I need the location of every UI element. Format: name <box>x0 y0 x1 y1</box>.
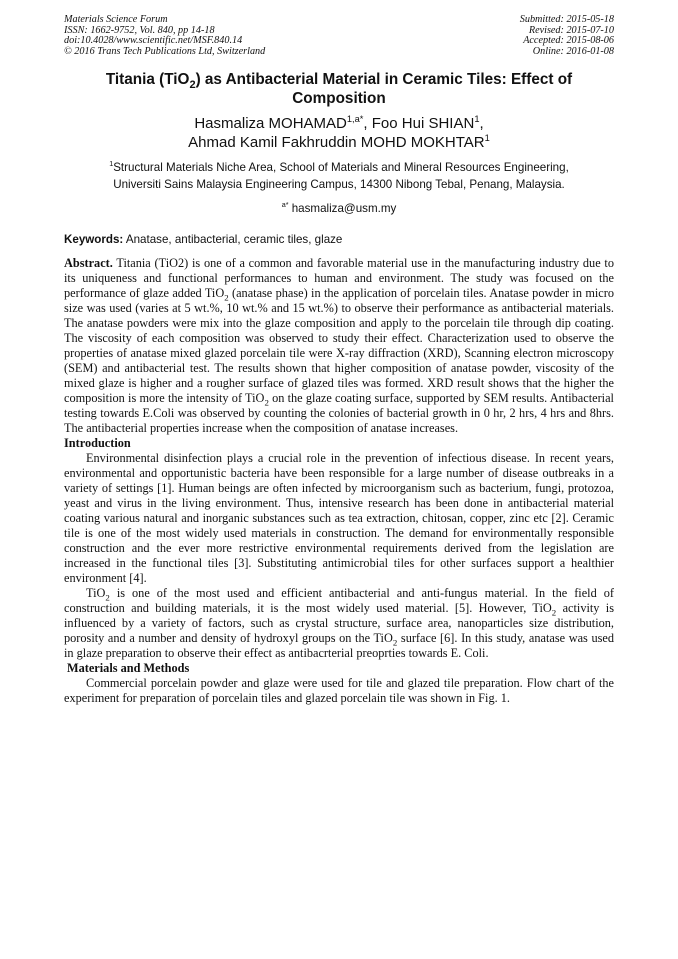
affiliation-mark: 1 <box>109 159 114 169</box>
abstract-text-3: on the glaze coating surface, supported by SEM results. Antibacterial testing towards E.Coli was observed by counting the colonies of bacterial growth in 0 hr, 2 hrs, 4 hrs and 8hrs. The antibacterial properties increase when the composition of anatase increases. <box>64 391 614 436</box>
title-subscript: 2 <box>189 79 196 92</box>
keywords-label: Keywords: <box>64 233 124 247</box>
journal-issn: ISSN: 1662-9752, Vol. 840, pp 14-18 <box>64 24 215 36</box>
journal-doi[interactable]: doi:10.4028/www.scientific.net/MSF.840.14 <box>64 35 243 47</box>
intro-text-3: activity is influenced by a variety of factors, such as crystal structure, surface area, nanoparticles size distribution, porosity and a number and density of hydroxyl groups on the TiO <box>64 601 614 646</box>
author-3-affil: 1 <box>484 133 490 144</box>
intro-text-4: surface [6]. In this study, anatase was used in glaze preparation to observe their effect as antibacrterial preoprties towards E. Coli. <box>64 631 614 661</box>
email-address[interactable]: hasmaliza@usm.my <box>288 202 397 216</box>
title-part-1: Titania (TiO <box>105 71 190 89</box>
title-part-2: ) as Antibacterial Material in Ceramic Tiles: Effect of Composition <box>195 71 573 108</box>
intro-paragraph-2 <box>64 586 614 661</box>
date-submitted: Submitted: 2015-05-18 <box>519 14 614 25</box>
section-heading-methods: Materials and Methods <box>67 661 190 676</box>
abstract-label: Abstract. <box>64 256 113 271</box>
methods-paragraph-1: Commercial porcelain powder and glaze were used for tile and glazed tile preparation. Flow chart of the experiment for preparation of porcelain tiles and glazed porcelain tile was shown in Fig. 1. <box>64 676 614 706</box>
publication-dates <box>520 15 614 57</box>
intro-text-1: TiO <box>86 586 106 601</box>
subscript: 2 <box>392 637 398 648</box>
intro-paragraph-1: Environmental disinfection plays a crucial role in the prevention of infectious disease. In recent years, environmental and opportunistic bacteria have been responsible for a large number of disease outbreaks in a variety of settings [1]. Human beings are often infected by microorganism such as bacterium, fungi, protozoa, yeast and virus in the living environment. Thus, intensive research has been done in antibacterial material coating various natural and inorganic substances such as tea extraction, chitosan, copper, zinc etc [2]. Ceramic tile is one of the most widely used materials in construction. The demand for environmentally responsible construction and the ever more restrictive environmental requirements derived from the legislation are increased in the functional tiles [3]. Substituting antimicrobial tiles for other surfaces support a healthier environment [4]. <box>64 451 614 586</box>
author-list <box>64 114 614 152</box>
subscript: 2 <box>264 397 269 408</box>
paper-title <box>64 70 614 108</box>
subscript: 2 <box>105 592 110 603</box>
date-revised: Revised: 2015-07-10 <box>528 24 614 36</box>
email-mark: a* <box>281 200 289 210</box>
keywords <box>64 233 614 247</box>
journal-header <box>64 15 614 57</box>
keywords-text: Anatase, antibacterial, ceramic tiles, glaze <box>123 233 343 247</box>
author-1-affil: 1,a* <box>346 114 364 125</box>
journal-info <box>64 15 265 57</box>
journal-name: Materials Science Forum <box>64 14 168 25</box>
author-3: Ahmad Kamil Fakhruddin MOHD MOKHTAR <box>188 134 485 152</box>
author-2-affil: 1 <box>474 114 480 125</box>
affiliation-line-2: Universiti Sains Malaysia Engineering Campus, 14300 Nibong Tebal, Penang, Malaysia. <box>113 177 565 191</box>
author-line-1 <box>64 114 614 133</box>
date-accepted: Accepted: 2015-08-06 <box>523 35 614 47</box>
corresponding-email <box>64 202 614 216</box>
affiliation <box>64 160 614 193</box>
intro-text-2: is one of the most used and efficient antibacterial and anti-fungus material. In the field of construction and building materials, it is the most widely used material. [5]. However, TiO <box>64 586 614 616</box>
author-separator: , <box>479 115 484 133</box>
journal-copyright: © 2016 Trans Tech Publications Ltd, Switzerland <box>64 45 266 57</box>
affiliation-text-1: Structural Materials Niche Area, School of Materials and Mineral Resources Engineering, <box>113 161 569 175</box>
author-1: Hasmaliza MOHAMAD <box>194 115 347 133</box>
abstract-text-2: (anatase phase) in the application of porcelain tiles. Anatase powder in micro size was used (varies at 5 wt.%, 10 wt.% and 15 wt.%) to observe their performance as antibacterial materials. The anatase powders were mix into the glaze composition and apply to the porcelain tile through dip coating. The viscosity of each composition was observed to study their effect. Characterization used to observe the properties of anatase mixed glazed porcelain tile were X-ray diffraction (XRD), Scanning electron microscopy (SEM) and antibacterial test. The results shown that higher composition of anatase powder, viscosity of the mixed glaze is higher and a rougher surface of glazed tiles was formed. XRD result shows that the higher the composition is more the intensity of TiO <box>64 286 615 406</box>
author-line-2 <box>64 133 614 152</box>
subscript: 2 <box>224 292 229 303</box>
author-separator: , <box>363 115 372 133</box>
abstract <box>64 256 614 436</box>
abstract-text-1: Titania (TiO2) is one of a common and favorable material use in the manufacturing industry due to its uniqueness and functional performances to human and environment. The study was focused on the performance of glaze added TiO <box>64 256 614 301</box>
subscript: 2 <box>551 607 557 618</box>
affiliation-line-1 <box>64 160 614 177</box>
date-online: Online: 2016-01-08 <box>532 45 614 57</box>
author-2: Foo Hui SHIAN <box>371 115 475 133</box>
section-heading-introduction: Introduction <box>64 436 131 451</box>
